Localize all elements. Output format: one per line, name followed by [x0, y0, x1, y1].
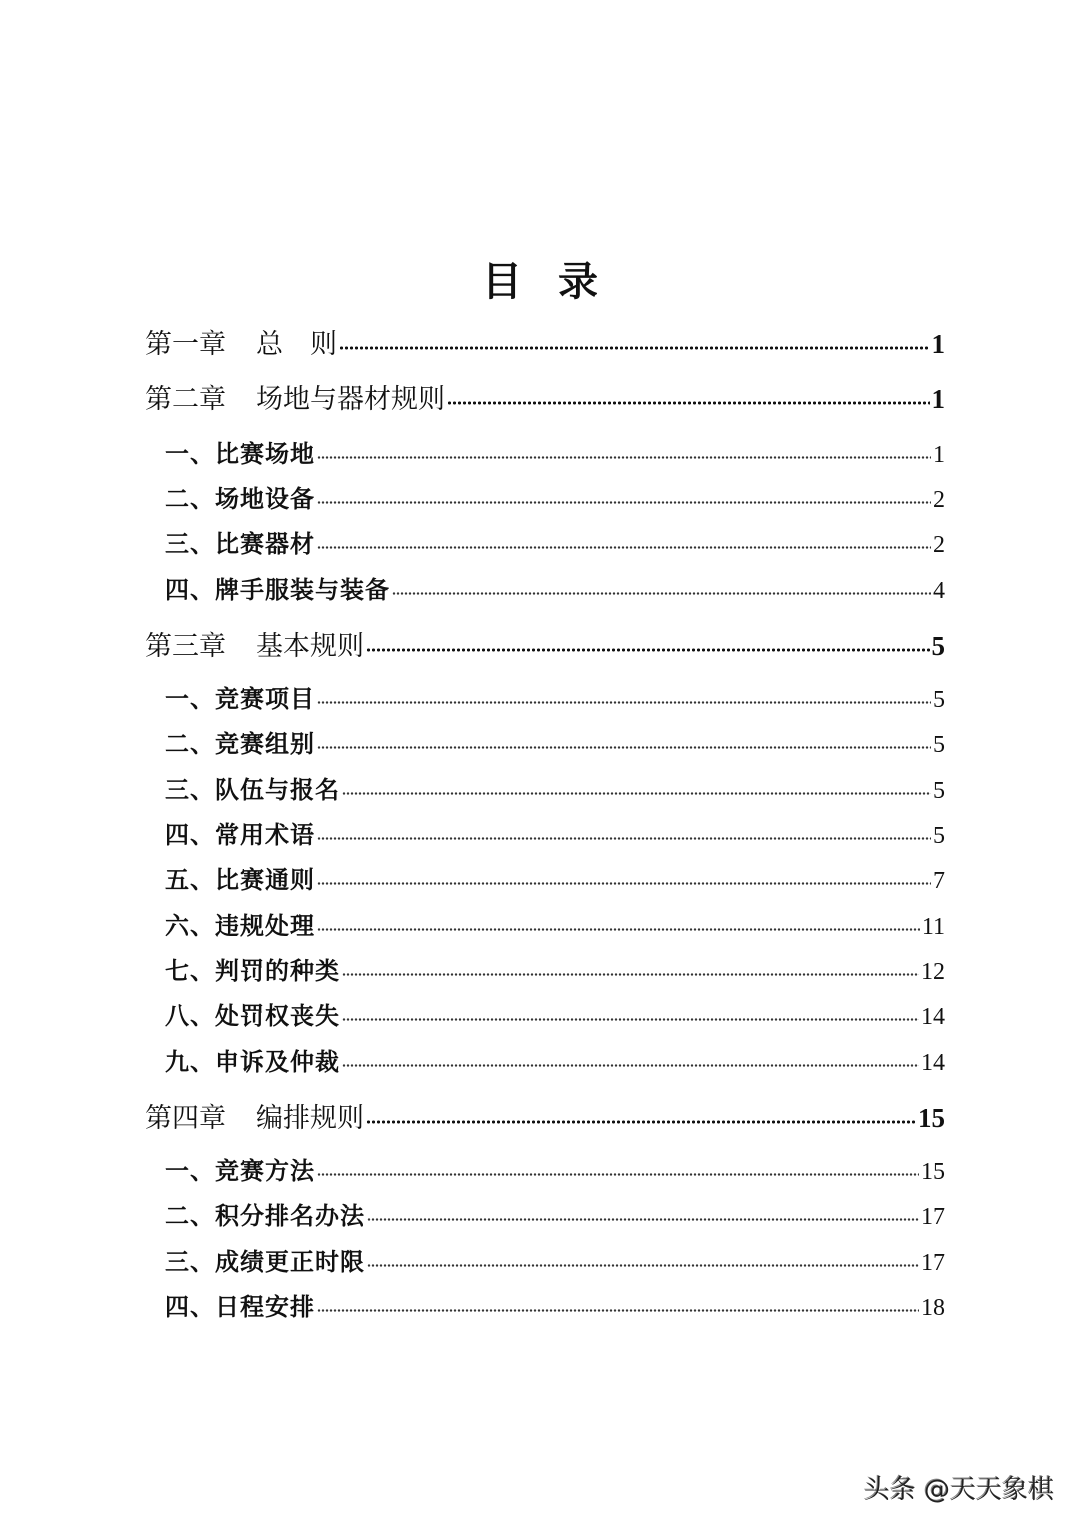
page-number: 11	[921, 914, 945, 940]
dot-leader	[392, 574, 931, 598]
toc-section[interactable]	[145, 679, 945, 714]
toc-section[interactable]	[145, 815, 945, 850]
page-number: 14	[921, 1004, 945, 1030]
page-number: 18	[921, 1295, 945, 1321]
dot-leader	[367, 1200, 919, 1224]
section-title: 二、场地设备	[165, 485, 315, 513]
dot-leader	[317, 819, 931, 843]
watermark: 头条 @天天象棋	[863, 1475, 1054, 1505]
toc-chapter-1[interactable]	[145, 322, 945, 361]
section-title: 一、竞赛方法	[165, 1157, 315, 1185]
section-title: 三、队伍与报名	[165, 776, 340, 804]
chapter-title: 编排规则	[256, 1103, 364, 1134]
toc-section[interactable]	[145, 951, 945, 986]
page-number: 5	[933, 732, 945, 758]
page-number: 14	[921, 1050, 945, 1076]
chapter-title: 场地与器材规则	[256, 384, 445, 415]
page-number: 1	[931, 384, 945, 414]
toc-section[interactable]	[145, 1042, 945, 1077]
page-number: 17	[921, 1204, 945, 1230]
section-title: 一、竞赛项目	[165, 685, 315, 713]
section-title: 五、比赛通则	[165, 866, 315, 894]
page-number: 4	[933, 578, 945, 604]
dot-leader	[342, 1000, 919, 1024]
section-title: 六、违规处理	[165, 912, 315, 940]
dot-leader	[317, 438, 931, 462]
dot-leader	[317, 910, 920, 934]
dot-leader	[366, 628, 930, 655]
toc-section[interactable]	[145, 770, 945, 805]
section-title: 三、比赛器材	[165, 530, 315, 558]
dot-leader	[447, 381, 930, 408]
section-title: 二、竞赛组别	[165, 730, 315, 758]
chapter-title: 总 则	[256, 329, 337, 360]
toc-section[interactable]	[145, 479, 945, 514]
page-number: 15	[918, 1103, 945, 1133]
page-number: 5	[933, 823, 945, 849]
toc-section[interactable]	[145, 1196, 945, 1231]
page-number: 5	[933, 778, 945, 804]
toc-chapter-4[interactable]	[145, 1096, 945, 1135]
section-title: 二、积分排名办法	[165, 1202, 365, 1230]
toc-chapter-3[interactable]	[145, 624, 945, 663]
dot-leader	[317, 1291, 919, 1315]
section-title: 七、判罚的种类	[165, 957, 340, 985]
dot-leader	[317, 864, 931, 888]
section-title: 八、处罚权丧失	[165, 1002, 340, 1030]
page-number: 1	[933, 442, 945, 468]
chapter-number: 第二章	[145, 384, 226, 415]
section-title: 四、日程安排	[165, 1293, 315, 1321]
page-number: 2	[933, 532, 945, 558]
toc-section[interactable]	[145, 724, 945, 759]
toc-chapter-2[interactable]	[145, 377, 945, 416]
chapter-number: 第四章	[145, 1103, 226, 1134]
dot-leader	[317, 528, 931, 552]
chapter-title: 基本规则	[256, 631, 364, 662]
page-number: 7	[933, 868, 945, 894]
dot-leader	[342, 774, 931, 798]
section-title: 一、比赛场地	[165, 440, 315, 468]
page-number: 1	[931, 329, 945, 359]
dot-leader	[342, 1046, 919, 1070]
toc-section[interactable]	[145, 434, 945, 469]
page-number: 17	[921, 1250, 945, 1276]
toc-section[interactable]	[145, 570, 945, 605]
section-title: 四、常用术语	[165, 821, 315, 849]
page-number: 12	[921, 959, 945, 985]
toc-section[interactable]	[145, 1242, 945, 1277]
toc-section[interactable]	[145, 860, 945, 895]
dot-leader	[339, 326, 930, 353]
section-title: 九、申诉及仲裁	[165, 1048, 340, 1076]
page-number: 15	[921, 1159, 945, 1185]
toc-section[interactable]	[145, 906, 945, 941]
page-title: 目录	[482, 259, 634, 305]
dot-leader	[317, 683, 931, 707]
page-number: 5	[931, 631, 945, 661]
toc-section[interactable]	[145, 1287, 945, 1322]
dot-leader	[317, 483, 931, 507]
toc-section[interactable]	[145, 524, 945, 559]
dot-leader	[317, 728, 931, 752]
dot-leader	[342, 955, 919, 979]
dot-leader	[317, 1155, 919, 1179]
page-number: 2	[933, 487, 945, 513]
toc-section[interactable]	[145, 996, 945, 1031]
dot-leader	[367, 1246, 919, 1270]
dot-leader	[366, 1100, 916, 1127]
chapter-number: 第一章	[145, 329, 226, 360]
chapter-number: 第三章	[145, 631, 226, 662]
page-number: 5	[933, 687, 945, 713]
section-title: 四、牌手服装与装备	[165, 576, 390, 604]
section-title: 三、成绩更正时限	[165, 1248, 365, 1276]
toc-section[interactable]	[145, 1151, 945, 1186]
